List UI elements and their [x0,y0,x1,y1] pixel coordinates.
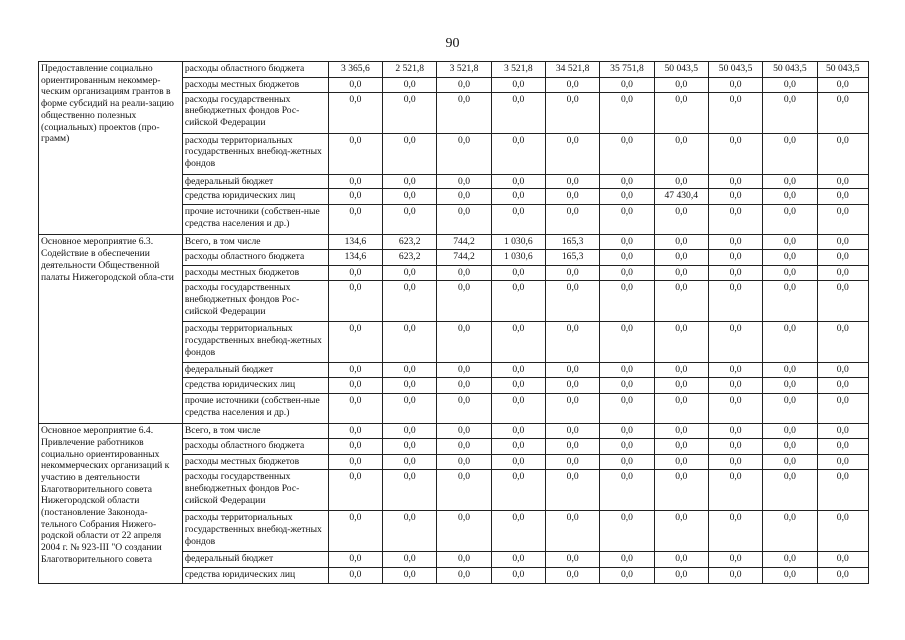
value-cell: 0,0 [437,266,491,281]
value-cell: 0,0 [817,133,868,174]
value-cell: 0,0 [383,133,437,174]
funding-source-cell: расходы областного бюджета [182,250,328,266]
value-cell: 0,0 [763,552,817,568]
value-cell: 0,0 [817,470,868,511]
value-cell: 0,0 [328,266,382,281]
table-row [39,235,869,250]
value-cell: 0,0 [383,281,437,322]
value-cell: 0,0 [817,235,868,250]
value-cell: 0,0 [491,92,545,133]
value-cell: 0,0 [708,189,762,205]
value-cell: 0,0 [383,455,437,470]
value-cell: 0,0 [600,470,654,511]
value-cell: 0,0 [600,511,654,552]
value-cell: 0,0 [491,133,545,174]
value-cell: 0,0 [708,250,762,266]
value-cell: 0,0 [328,133,382,174]
value-cell: 0,0 [545,455,599,470]
value-cell: 35 751,8 [600,62,654,78]
value-cell: 0,0 [328,439,382,455]
value-cell: 0,0 [817,394,868,424]
funding-source-cell: средства юридических лиц [182,568,328,584]
budget-table [38,61,869,584]
value-cell: 0,0 [654,250,708,266]
value-cell: 0,0 [545,363,599,378]
value-cell: 0,0 [491,322,545,363]
value-cell: 0,0 [437,189,491,205]
value-cell: 0,0 [708,455,762,470]
value-cell: 623,2 [383,250,437,266]
value-cell: 0,0 [437,378,491,394]
value-cell: 0,0 [763,189,817,205]
value-cell: 0,0 [328,174,382,189]
value-cell: 0,0 [328,455,382,470]
value-cell: 0,0 [708,439,762,455]
value-cell: 0,0 [600,92,654,133]
value-cell: 0,0 [437,424,491,439]
value-cell: 0,0 [763,424,817,439]
value-cell: 0,0 [437,552,491,568]
value-cell: 0,0 [383,266,437,281]
value-cell: 623,2 [383,235,437,250]
value-cell: 0,0 [437,470,491,511]
value-cell: 0,0 [437,281,491,322]
value-cell: 0,0 [654,378,708,394]
value-cell: 0,0 [763,92,817,133]
value-cell: 0,0 [437,92,491,133]
value-cell: 0,0 [491,552,545,568]
funding-source-cell: расходы областного бюджета [182,439,328,455]
value-cell: 0,0 [600,439,654,455]
value-cell: 0,0 [600,363,654,378]
value-cell: 0,0 [654,455,708,470]
value-cell: 0,0 [383,394,437,424]
value-cell: 0,0 [817,205,868,235]
value-cell: 1 030,6 [491,235,545,250]
value-cell: 0,0 [763,266,817,281]
value-cell: 0,0 [383,322,437,363]
funding-source-cell: расходы территориальных государственных внебюд-жетных фондов [182,133,328,174]
value-cell: 0,0 [654,470,708,511]
value-cell: 165,3 [545,250,599,266]
value-cell: 0,0 [437,568,491,584]
value-cell: 0,0 [708,92,762,133]
value-cell: 0,0 [708,568,762,584]
value-cell: 50 043,5 [708,62,762,78]
value-cell: 0,0 [437,133,491,174]
value-cell: 0,0 [600,552,654,568]
value-cell: 0,0 [491,205,545,235]
activity-description: Основное мероприятие 6.4. Привлечение работников социально ориентированных некоммерческих организаций к участию в деятельности Благотворительного совета Нижегородской области (постановление Законода-тельного Собрания Нижего-родской области от 22 апреля 2004 г. № 923-III "О создании Благотворительного совета [39,424,183,584]
value-cell: 0,0 [763,250,817,266]
value-cell: 0,0 [545,439,599,455]
value-cell: 1 030,6 [491,250,545,266]
value-cell: 0,0 [763,439,817,455]
value-cell: 0,0 [437,394,491,424]
value-cell: 0,0 [654,439,708,455]
page-number: 90 [445,36,460,51]
table-row [39,424,869,439]
funding-source-cell: расходы местных бюджетов [182,78,328,93]
value-cell: 0,0 [491,455,545,470]
value-cell: 0,0 [328,189,382,205]
value-cell: 0,0 [328,470,382,511]
funding-source-cell: федеральный бюджет [182,552,328,568]
value-cell: 0,0 [600,455,654,470]
value-cell: 0,0 [817,266,868,281]
value-cell: 0,0 [437,322,491,363]
value-cell: 0,0 [491,78,545,93]
value-cell: 0,0 [600,322,654,363]
value-cell: 0,0 [545,205,599,235]
value-cell: 0,0 [654,78,708,93]
value-cell: 0,0 [708,78,762,93]
value-cell: 47 430,4 [654,189,708,205]
value-cell: 0,0 [817,552,868,568]
value-cell: 134,6 [328,250,382,266]
value-cell: 0,0 [708,174,762,189]
value-cell: 0,0 [708,363,762,378]
funding-source-cell: федеральный бюджет [182,174,328,189]
value-cell: 0,0 [708,378,762,394]
value-cell: 0,0 [817,424,868,439]
value-cell: 0,0 [600,133,654,174]
value-cell: 0,0 [763,322,817,363]
value-cell: 744,2 [437,235,491,250]
value-cell: 0,0 [654,266,708,281]
value-cell: 0,0 [600,174,654,189]
value-cell: 0,0 [708,266,762,281]
value-cell: 0,0 [328,281,382,322]
value-cell: 0,0 [491,470,545,511]
activity-description: Предоставление социально ориентированным некоммер-ческим организациям грантов в форме субсидий на реали-зацию общественно полезных (социальных) проектов (про-грамм) [39,62,183,235]
value-cell: 0,0 [491,363,545,378]
value-cell: 0,0 [383,568,437,584]
value-cell: 34 521,8 [545,62,599,78]
value-cell: 0,0 [708,394,762,424]
value-cell: 0,0 [600,266,654,281]
value-cell: 0,0 [545,511,599,552]
value-cell: 0,0 [437,78,491,93]
value-cell: 0,0 [328,78,382,93]
value-cell: 0,0 [383,378,437,394]
value-cell: 0,0 [817,455,868,470]
value-cell: 0,0 [654,511,708,552]
value-cell: 0,0 [654,235,708,250]
value-cell: 0,0 [654,568,708,584]
value-cell: 50 043,5 [654,62,708,78]
value-cell: 0,0 [763,174,817,189]
value-cell: 0,0 [763,363,817,378]
value-cell: 0,0 [328,205,382,235]
value-cell: 0,0 [654,133,708,174]
value-cell: 0,0 [600,424,654,439]
value-cell: 134,6 [328,235,382,250]
funding-source-cell: Всего, в том числе [182,235,328,250]
value-cell: 50 043,5 [763,62,817,78]
value-cell: 0,0 [437,455,491,470]
value-cell: 0,0 [491,281,545,322]
value-cell: 0,0 [545,470,599,511]
value-cell: 0,0 [817,250,868,266]
value-cell: 0,0 [383,92,437,133]
value-cell: 0,0 [817,281,868,322]
value-cell: 0,0 [708,424,762,439]
value-cell: 0,0 [817,511,868,552]
table-row [39,62,869,78]
value-cell: 0,0 [328,378,382,394]
value-cell: 0,0 [545,78,599,93]
value-cell: 0,0 [328,394,382,424]
value-cell: 0,0 [817,378,868,394]
value-cell: 0,0 [600,235,654,250]
value-cell: 0,0 [654,322,708,363]
value-cell: 0,0 [600,378,654,394]
value-cell: 0,0 [491,266,545,281]
funding-source-cell: расходы государственных внебюджетных фондов Рос-сийской Федерации [182,470,328,511]
value-cell: 0,0 [383,511,437,552]
value-cell: 0,0 [383,363,437,378]
funding-source-cell: расходы местных бюджетов [182,455,328,470]
value-cell: 0,0 [763,470,817,511]
value-cell: 0,0 [383,470,437,511]
value-cell: 0,0 [383,552,437,568]
value-cell: 0,0 [763,511,817,552]
value-cell: 0,0 [437,205,491,235]
value-cell: 0,0 [763,133,817,174]
value-cell: 0,0 [763,281,817,322]
value-cell: 0,0 [654,281,708,322]
value-cell: 0,0 [708,552,762,568]
funding-source-cell: прочие источники (собствен-ные средства населения и др.) [182,394,328,424]
value-cell: 0,0 [763,568,817,584]
value-cell: 0,0 [763,235,817,250]
value-cell: 0,0 [545,378,599,394]
funding-source-cell: средства юридических лиц [182,189,328,205]
value-cell: 0,0 [600,78,654,93]
value-cell: 0,0 [491,394,545,424]
funding-source-cell: расходы местных бюджетов [182,266,328,281]
funding-source-cell: Всего, в том числе [182,424,328,439]
value-cell: 0,0 [328,424,382,439]
value-cell: 0,0 [763,205,817,235]
funding-source-cell: средства юридических лиц [182,378,328,394]
funding-source-cell: расходы государственных внебюджетных фондов Рос-сийской Федерации [182,92,328,133]
value-cell: 0,0 [545,394,599,424]
value-cell: 0,0 [817,322,868,363]
value-cell: 0,0 [600,568,654,584]
value-cell: 0,0 [763,378,817,394]
value-cell: 0,0 [328,568,382,584]
value-cell: 0,0 [654,92,708,133]
value-cell: 0,0 [545,322,599,363]
value-cell: 0,0 [383,205,437,235]
value-cell: 0,0 [545,189,599,205]
value-cell: 0,0 [817,78,868,93]
value-cell: 0,0 [328,511,382,552]
value-cell: 0,0 [654,205,708,235]
value-cell: 0,0 [491,439,545,455]
value-cell: 0,0 [817,439,868,455]
value-cell: 0,0 [817,363,868,378]
value-cell: 0,0 [328,363,382,378]
value-cell: 0,0 [654,174,708,189]
value-cell: 0,0 [708,470,762,511]
value-cell: 0,0 [383,439,437,455]
value-cell: 3 365,6 [328,62,382,78]
value-cell: 0,0 [545,133,599,174]
value-cell: 0,0 [708,235,762,250]
value-cell: 0,0 [328,322,382,363]
value-cell: 0,0 [708,511,762,552]
value-cell: 0,0 [437,439,491,455]
value-cell: 0,0 [600,281,654,322]
funding-source-cell: расходы областного бюджета [182,62,328,78]
value-cell: 3 521,8 [491,62,545,78]
value-cell: 0,0 [817,568,868,584]
value-cell: 0,0 [600,205,654,235]
value-cell: 0,0 [708,133,762,174]
funding-source-cell: федеральный бюджет [182,363,328,378]
value-cell: 0,0 [708,322,762,363]
value-cell: 0,0 [817,189,868,205]
value-cell: 0,0 [600,189,654,205]
value-cell: 0,0 [491,568,545,584]
value-cell: 0,0 [763,394,817,424]
value-cell: 0,0 [545,174,599,189]
value-cell: 0,0 [383,424,437,439]
value-cell: 0,0 [545,552,599,568]
value-cell: 0,0 [328,92,382,133]
value-cell: 165,3 [545,235,599,250]
value-cell: 0,0 [491,189,545,205]
value-cell: 0,0 [654,424,708,439]
value-cell: 0,0 [491,378,545,394]
value-cell: 0,0 [437,511,491,552]
value-cell: 0,0 [654,363,708,378]
value-cell: 0,0 [763,455,817,470]
value-cell: 0,0 [545,266,599,281]
value-cell: 0,0 [383,174,437,189]
value-cell: 0,0 [654,552,708,568]
value-cell: 0,0 [600,250,654,266]
value-cell: 0,0 [491,174,545,189]
value-cell: 0,0 [708,205,762,235]
funding-source-cell: расходы государственных внебюджетных фондов Рос-сийской Федерации [182,281,328,322]
funding-source-cell: расходы территориальных государственных внебюд-жетных фондов [182,322,328,363]
value-cell: 0,0 [654,394,708,424]
value-cell: 0,0 [545,424,599,439]
value-cell: 0,0 [328,552,382,568]
value-cell: 0,0 [545,92,599,133]
value-cell: 0,0 [437,174,491,189]
value-cell: 50 043,5 [817,62,868,78]
value-cell: 0,0 [545,568,599,584]
value-cell: 0,0 [817,174,868,189]
value-cell: 0,0 [708,281,762,322]
value-cell: 0,0 [763,78,817,93]
value-cell: 0,0 [383,78,437,93]
value-cell: 2 521,8 [383,62,437,78]
value-cell: 0,0 [600,394,654,424]
value-cell: 0,0 [491,424,545,439]
value-cell: 0,0 [545,281,599,322]
funding-source-cell: расходы территориальных государственных внебюд-жетных фондов [182,511,328,552]
activity-description: Основное мероприятие 6.3. Содействие в обеспечении деятельности Общественной палаты Нижегородской обла-сти [39,235,183,424]
value-cell: 0,0 [383,189,437,205]
value-cell: 0,0 [491,511,545,552]
value-cell: 744,2 [437,250,491,266]
funding-source-cell: прочие источники (собствен-ные средства населения и др.) [182,205,328,235]
value-cell: 0,0 [437,363,491,378]
value-cell: 3 521,8 [437,62,491,78]
value-cell: 0,0 [817,92,868,133]
